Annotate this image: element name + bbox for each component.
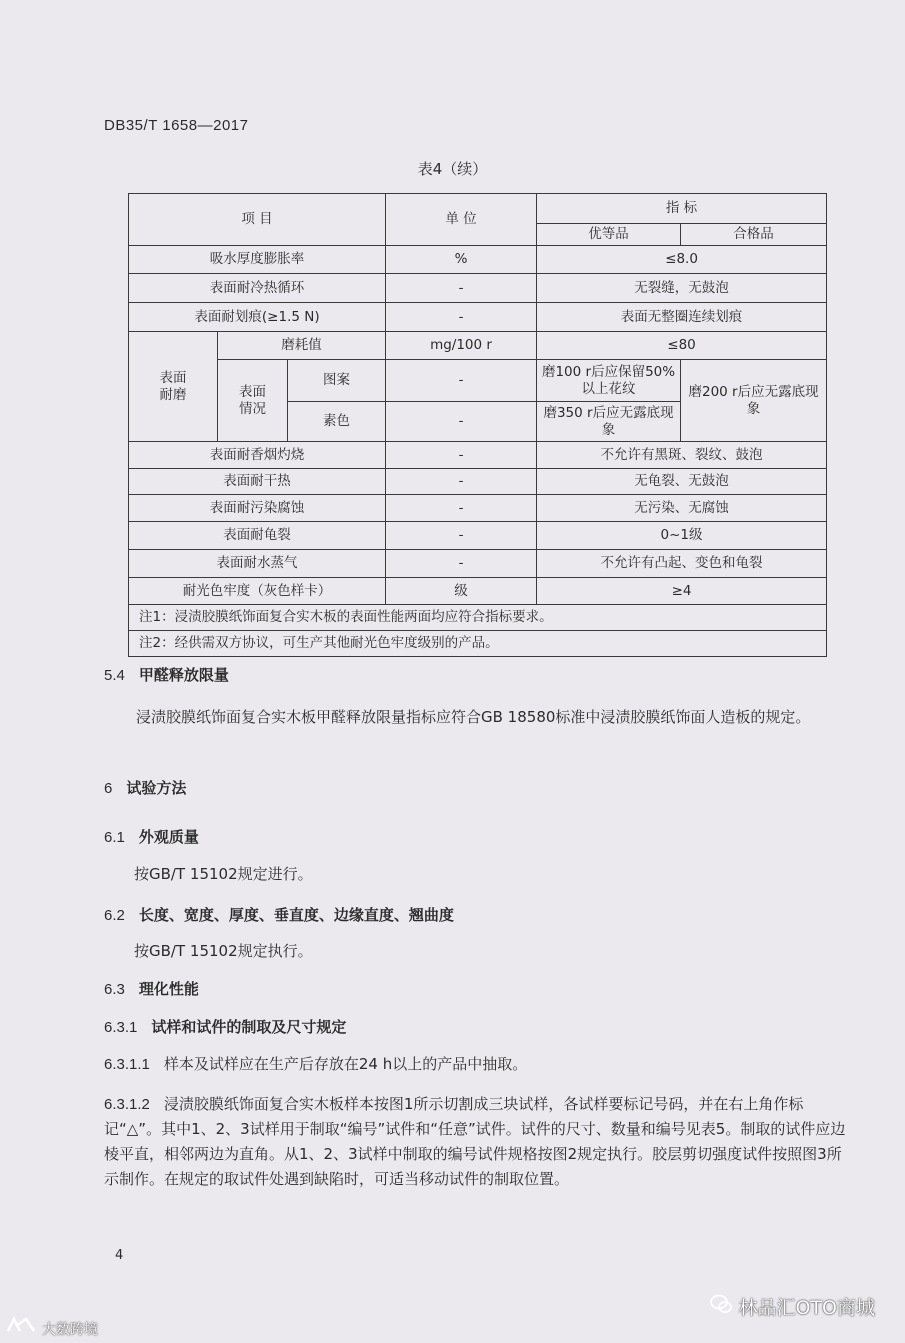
clause-number: 6.3.1.1 bbox=[104, 1056, 150, 1073]
pattern-premium-value: 磨100 r后应保留50%以上花纹 bbox=[537, 360, 681, 402]
header-qualified: 合格品 bbox=[681, 224, 827, 246]
table-note-row bbox=[129, 605, 827, 631]
row-item: 表面耐香烟灼烧 bbox=[129, 442, 386, 469]
watermark-right bbox=[710, 1293, 875, 1320]
header-unit: 单 位 bbox=[386, 194, 537, 246]
watermark-left bbox=[6, 1316, 98, 1339]
section-number: 6.3.1 bbox=[104, 1019, 138, 1036]
row-value: 0~1级 bbox=[537, 522, 827, 550]
table-title: 表4（续） bbox=[417, 160, 488, 178]
row-unit: mg/100 r bbox=[386, 332, 537, 360]
row-unit: - bbox=[386, 303, 537, 332]
row-unit: - bbox=[386, 522, 537, 550]
pattern-label: 图案 bbox=[288, 360, 386, 402]
row-value: 无裂缝，无鼓泡 bbox=[537, 274, 827, 303]
header-item: 项 目 bbox=[129, 194, 386, 246]
abrasion-group-label: 表面 耐磨 bbox=[129, 332, 218, 442]
table-row bbox=[129, 246, 827, 274]
section-title: 理化性能 bbox=[138, 980, 199, 998]
row-value: 表面无整圈连续划痕 bbox=[537, 303, 827, 332]
row-value: 不允许有凸起、变色和龟裂 bbox=[537, 550, 827, 578]
row-value: ≤8.0 bbox=[537, 246, 827, 274]
watermark-left-text: 大数跨境 bbox=[42, 1322, 98, 1338]
header-indicator: 指 标 bbox=[537, 194, 827, 224]
row-unit: - bbox=[386, 550, 537, 578]
section-title: 试样和试件的制取及尺寸规定 bbox=[151, 1018, 347, 1036]
section-heading-6-2 bbox=[104, 904, 454, 925]
row-unit: - bbox=[386, 360, 537, 402]
surface-condition-label: 表面 情况 bbox=[218, 360, 288, 442]
standard-code: DB35/T 1658—2017 bbox=[104, 117, 249, 134]
table-row bbox=[129, 578, 827, 605]
row-unit: 级 bbox=[386, 578, 537, 605]
plain-premium-value: 磨350 r后应无露底现象 bbox=[537, 402, 681, 442]
table-row bbox=[129, 303, 827, 332]
table-row bbox=[129, 469, 827, 495]
table-row bbox=[129, 274, 827, 303]
row-item: 表面耐干热 bbox=[129, 469, 386, 495]
row-item: 吸水厚度膨胀率 bbox=[129, 246, 386, 274]
table-note-2: 注2：经供需双方协议，可生产其他耐光色牢度级别的产品。 bbox=[129, 631, 827, 657]
clause-number: 6.3.1.2 bbox=[104, 1096, 150, 1113]
row-unit: - bbox=[386, 495, 537, 522]
table-header-row bbox=[129, 194, 827, 224]
row-item: 表面耐水蒸气 bbox=[129, 550, 386, 578]
row-unit: % bbox=[386, 246, 537, 274]
row-item: 表面耐龟裂 bbox=[129, 522, 386, 550]
brand-logo-icon bbox=[6, 1316, 36, 1338]
clause-6-3-1-1 bbox=[104, 1053, 527, 1074]
section-heading-6 bbox=[104, 777, 186, 798]
section-heading-6-3 bbox=[104, 978, 199, 999]
row-value: 无污染、无腐蚀 bbox=[537, 495, 827, 522]
abrasion-qualified-value: 磨200 r后应无露底现象 bbox=[681, 360, 827, 442]
row-item: 耐光色牢度（灰色样卡） bbox=[129, 578, 386, 605]
row-value: 不允许有黑斑、裂纹、鼓泡 bbox=[537, 442, 827, 469]
section-title: 外观质量 bbox=[138, 828, 199, 846]
section-number: 6.3 bbox=[104, 981, 125, 998]
table-row-abrasion-pattern bbox=[129, 360, 827, 402]
page-number: 4 bbox=[115, 1248, 124, 1263]
table-row-abrasion-wear bbox=[129, 332, 827, 360]
row-unit: - bbox=[386, 274, 537, 303]
clause-text: 样本及试样应在生产后存放在24 h以上的产品中抽取。 bbox=[163, 1055, 528, 1073]
row-unit: - bbox=[386, 469, 537, 495]
table-row bbox=[129, 550, 827, 578]
plain-label: 素色 bbox=[288, 402, 386, 442]
paragraph-6-2: 按GB/T 15102规定执行。 bbox=[134, 942, 313, 960]
section-heading-5-4 bbox=[104, 664, 229, 685]
section-heading-6-3-1 bbox=[104, 1016, 346, 1037]
paragraph-5-4: 浸渍胶膜纸饰面复合实木板甲醛释放限量指标应符合GB 18580标准中浸渍胶膜纸饰面人造板的规定。 bbox=[136, 708, 811, 726]
paragraph-6-1: 按GB/T 15102规定进行。 bbox=[134, 865, 313, 883]
row-item: 表面耐划痕(≥1.5 N) bbox=[129, 303, 386, 332]
section-title: 试验方法 bbox=[126, 779, 187, 797]
watermark-right-text: 林品汇OTO商城 bbox=[738, 1297, 875, 1319]
section-title: 长度、宽度、厚度、垂直度、边缘直度、翘曲度 bbox=[138, 906, 454, 924]
wechat-icon bbox=[710, 1294, 732, 1319]
table-note-row bbox=[129, 631, 827, 657]
table-row bbox=[129, 442, 827, 469]
clause-6-3-1-2 bbox=[104, 1092, 849, 1192]
clause-text: 浸渍胶膜纸饰面复合实木板样本按图1所示切割成三块试样，各试样要标记号码，并在右上角作标记“△”。其中1、2、3试样用于制取“编号”试件和“任意”试件。试件的尺寸、数量和编号见表5。制取的试件应边棱平直，相邻两边为直角。从1、2、3试样中制取的编号试件规格按图2规定执行。胶层剪切强度试件按照图3所示制作。在规定的取试件处遇到缺陷时，可适当移动试件的制取位置。 bbox=[104, 1095, 846, 1188]
section-heading-6-1 bbox=[104, 826, 199, 847]
table-row bbox=[129, 522, 827, 550]
section-number: 6 bbox=[104, 780, 113, 797]
table-note-1: 注1：浸渍胶膜纸饰面复合实木板的表面性能两面均应符合指标要求。 bbox=[129, 605, 827, 631]
performance-table bbox=[128, 193, 827, 657]
row-unit: - bbox=[386, 442, 537, 469]
row-item: 磨耗值 bbox=[218, 332, 386, 360]
row-value: ≥4 bbox=[537, 578, 827, 605]
section-title: 甲醛释放限量 bbox=[138, 666, 229, 684]
table-row bbox=[129, 495, 827, 522]
row-item: 表面耐污染腐蚀 bbox=[129, 495, 386, 522]
row-value: 无龟裂、无鼓泡 bbox=[537, 469, 827, 495]
row-value: ≤80 bbox=[537, 332, 827, 360]
row-item: 表面耐冷热循环 bbox=[129, 274, 386, 303]
section-number: 5.4 bbox=[104, 667, 125, 684]
section-number: 6.1 bbox=[104, 829, 125, 846]
section-number: 6.2 bbox=[104, 907, 125, 924]
header-premium: 优等品 bbox=[537, 224, 681, 246]
row-unit: - bbox=[386, 402, 537, 442]
